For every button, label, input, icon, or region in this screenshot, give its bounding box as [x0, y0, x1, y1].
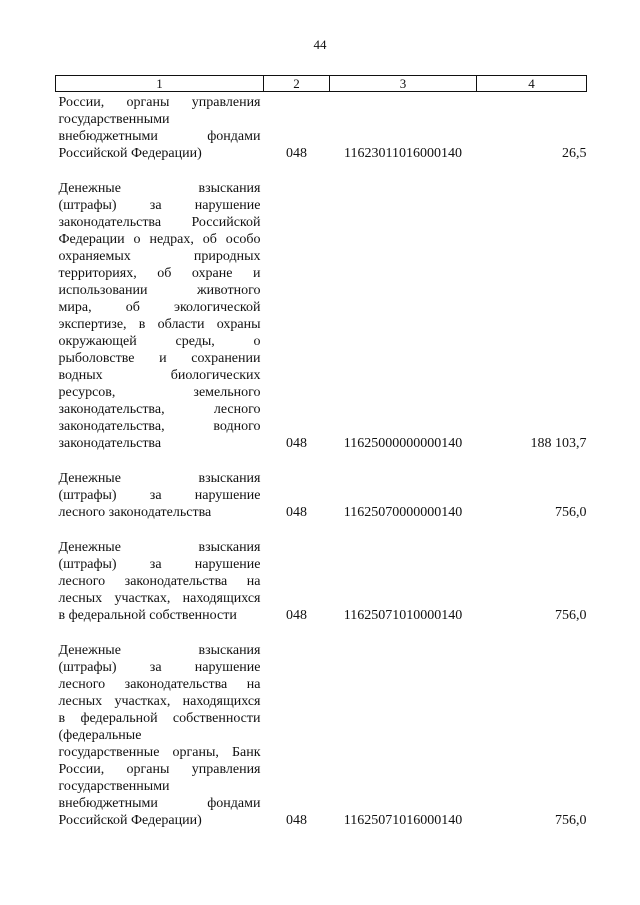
row-amount-cell: 756,0	[555, 813, 587, 828]
row-name-cell	[56, 452, 264, 521]
row-name-line: Денежные взыскания	[58, 643, 261, 658]
row-name-line: России, органы управления	[58, 762, 261, 777]
row-name-line: (штрафы) за нарушение	[58, 660, 261, 675]
row-name-line: Российской Федерации)	[58, 813, 202, 828]
table-body	[56, 92, 587, 830]
row-name-line: государственными	[58, 112, 170, 127]
row-kbk-cell: 11625071016000140	[343, 813, 463, 828]
row-name-cell	[56, 624, 264, 829]
row-name-line: лесного законодательства на	[58, 677, 261, 692]
row-name-line: Денежные взыскания	[58, 471, 261, 486]
row-name-line: охраняемых природных	[58, 249, 261, 264]
header-col-3: 3	[330, 76, 477, 92]
row-name-line: Денежные взыскания	[58, 181, 261, 196]
row-amount-cell: 756,0	[555, 608, 587, 623]
row-name-line: ресурсов, земельного	[58, 385, 261, 400]
row-code-cell: 048	[286, 505, 307, 520]
row-name-line: (штрафы) за нарушение	[58, 198, 261, 213]
row-name-line: законодательства	[58, 436, 162, 451]
page-number: 44	[313, 37, 327, 52]
row-kbk-cell: 11625070000000140	[343, 505, 463, 520]
row-name-line: Денежные взыскания	[58, 540, 261, 555]
budget-table	[55, 75, 587, 829]
row-code-cell: 048	[286, 146, 307, 161]
table-header-row	[56, 76, 587, 92]
row-name-line: законодательства, водного	[58, 419, 261, 434]
row-name-line: законодательства, лесного	[58, 402, 261, 417]
header-col-2: 2	[264, 76, 330, 92]
table-row	[56, 452, 587, 521]
row-kbk-cell: 11625071010000140	[343, 608, 463, 623]
row-name-line: рыболовстве и сохранении	[58, 351, 261, 366]
row-name-line: водных биологических	[58, 368, 261, 383]
row-name-line: (штрафы) за нарушение	[58, 557, 261, 572]
row-name-line: России, органы управления	[58, 95, 261, 110]
header-col-4: 4	[477, 76, 587, 92]
row-name-line: лесных участках, находящихся	[58, 694, 261, 709]
table-row	[56, 92, 587, 163]
row-name-line: в федеральной собственности	[58, 711, 261, 726]
row-name-cell	[56, 162, 264, 452]
header-col-1: 1	[56, 76, 264, 92]
row-name-line: Российской Федерации)	[58, 146, 202, 161]
row-amount-cell: 188 103,7	[530, 436, 587, 451]
row-name-line: лесного законодательства	[58, 505, 212, 520]
row-name-line: в федеральной собственности	[58, 608, 237, 623]
row-name-line: внебюджетными фондами	[58, 796, 261, 811]
row-name-line: экспертизе, в области охраны	[58, 317, 261, 332]
row-name-line: (штрафы) за нарушение	[58, 488, 261, 503]
row-name-line: лесного законодательства на	[58, 574, 261, 589]
row-kbk-cell: 11623011016000140	[344, 146, 462, 161]
row-name-line: государственные органы, Банк	[58, 745, 261, 760]
row-code-cell: 048	[286, 813, 307, 828]
row-name-cell	[56, 92, 264, 163]
row-code-cell: 048	[286, 436, 307, 451]
row-name-line: Федерации о недрах, об особо	[58, 232, 261, 247]
row-kbk-cell: 11625000000000140	[343, 436, 463, 451]
row-amount-cell: 26,5	[562, 146, 587, 161]
row-name-line: внебюджетными фондами	[58, 129, 261, 144]
row-name-line: законодательства Российской	[58, 215, 261, 230]
table-row	[56, 521, 587, 624]
row-name-line: лесных участках, находящихся	[58, 591, 261, 606]
row-name-line: мира, об экологической	[58, 300, 261, 315]
row-name-line: использовании животного	[58, 283, 261, 298]
row-name-cell	[56, 521, 264, 624]
row-name-line: (федеральные	[58, 728, 142, 743]
row-name-line: территориях, об охране и	[58, 266, 261, 281]
row-amount-cell: 756,0	[555, 505, 587, 520]
row-name-line: окружающей среды, о	[58, 334, 261, 349]
table-row	[56, 162, 587, 452]
table-row	[56, 624, 587, 829]
row-name-line: государственными	[58, 779, 170, 794]
row-code-cell: 048	[286, 608, 307, 623]
